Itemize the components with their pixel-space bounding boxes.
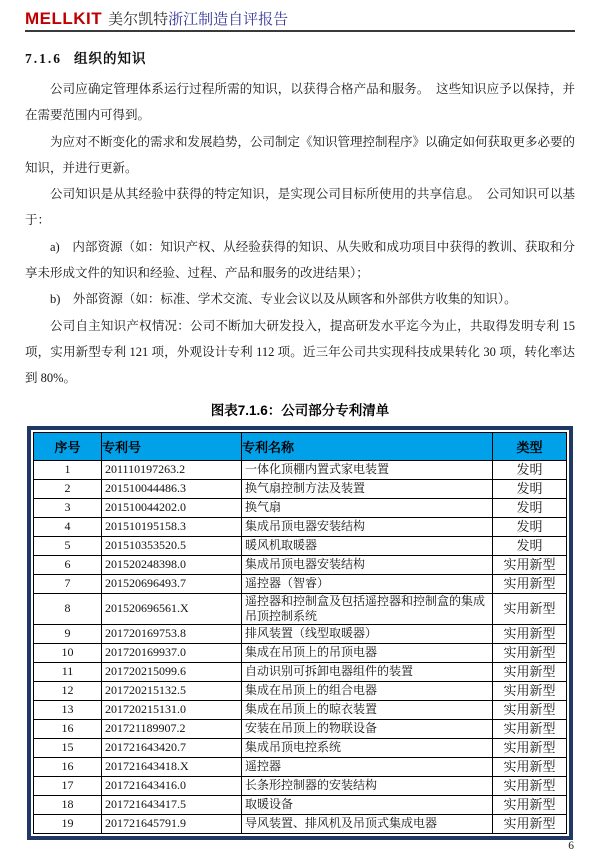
cell-index: 15 bbox=[34, 738, 102, 757]
cell-patent-name: 暖风机取暖器 bbox=[242, 536, 493, 555]
cell-patent-name: 换气扇控制方法及装置 bbox=[242, 479, 493, 498]
cell-patent-name: 集成在吊顶上的吊顶电器 bbox=[242, 643, 493, 662]
cell-index: 12 bbox=[34, 681, 102, 700]
table-row bbox=[34, 460, 567, 479]
cell-type: 发明 bbox=[493, 460, 567, 479]
table-row bbox=[34, 643, 567, 662]
table-row bbox=[34, 776, 567, 795]
cell-patent-name: 集成在吊顶上的晾衣装置 bbox=[242, 700, 493, 719]
cell-type: 实用新型 bbox=[493, 593, 567, 624]
cell-patent-name: 自动识别可拆卸电器组件的装置 bbox=[242, 662, 493, 681]
cell-patent-no: 201720215131.0 bbox=[102, 700, 242, 719]
cell-patent-no: 201721645791.9 bbox=[102, 814, 242, 833]
cell-patent-no: 201721643416.0 bbox=[102, 776, 242, 795]
cell-type: 实用新型 bbox=[493, 776, 567, 795]
list-item-external-resources: b) 外部资源（如：标准、学术交流、专业会议以及从顾客和外部供方收集的知识）。 bbox=[50, 292, 517, 307]
cell-patent-no: 201520248398.0 bbox=[102, 555, 242, 574]
cell-patent-name: 排风装置（线型取暖器） bbox=[242, 624, 493, 643]
cell-patent-no: 201721643418.X bbox=[102, 757, 242, 776]
cell-type: 实用新型 bbox=[493, 757, 567, 776]
cell-type: 实用新型 bbox=[493, 700, 567, 719]
cell-type: 实用新型 bbox=[493, 624, 567, 643]
cell-type: 实用新型 bbox=[493, 738, 567, 757]
cell-patent-name: 遥控器（智睿） bbox=[242, 574, 493, 593]
cell-patent-no: 201720215132.5 bbox=[102, 681, 242, 700]
table-row bbox=[34, 498, 567, 517]
cell-type: 实用新型 bbox=[493, 719, 567, 738]
paragraph-ip-status: 公司自主知识产权情况：公司不断加大研发投入，提高研发水平迄今为止，共取得发明专利 15 项，实用新型专利 121 项，外观设计专利 112 项。近三年公司共实现科技成果转化 30 项，转化率达到 80%。 bbox=[25, 318, 575, 386]
cell-patent-name: 导风装置、排风机及吊顶式集成电器 bbox=[242, 814, 493, 833]
table-row bbox=[34, 574, 567, 593]
paragraph-knowledge-requirement: 公司应确定管理体系运行过程所需的知识，以获得合格产品和服务。 这些知识应予以保持，并在需要范围内可得到。 bbox=[25, 82, 575, 123]
cell-patent-name: 换气扇 bbox=[242, 498, 493, 517]
cell-patent-name: 集成吊顶电器安装结构 bbox=[242, 517, 493, 536]
cell-patent-no: 201721643417.5 bbox=[102, 795, 242, 814]
patent-table-body bbox=[34, 460, 567, 833]
cell-type: 发明 bbox=[493, 498, 567, 517]
cell-index: 5 bbox=[34, 536, 102, 555]
cell-index: 18 bbox=[34, 795, 102, 814]
cell-patent-no: 201720169753.8 bbox=[102, 624, 242, 643]
page-header bbox=[25, 8, 575, 32]
cell-index: 4 bbox=[34, 517, 102, 536]
cell-index: 3 bbox=[34, 498, 102, 517]
cell-patent-no: 201720169937.0 bbox=[102, 643, 242, 662]
cell-index: 11 bbox=[34, 662, 102, 681]
cell-type: 发明 bbox=[493, 517, 567, 536]
patent-table-frame bbox=[27, 426, 573, 840]
table-row bbox=[34, 719, 567, 738]
cell-patent-name: 一体化顶棚内置式家电装置 bbox=[242, 460, 493, 479]
cell-index: 16 bbox=[34, 757, 102, 776]
cell-index: 1 bbox=[34, 460, 102, 479]
cell-patent-name: 取暖设备 bbox=[242, 795, 493, 814]
cell-index: 17 bbox=[34, 776, 102, 795]
section-title: 组织的知识 bbox=[74, 51, 147, 66]
table-row bbox=[34, 555, 567, 574]
cell-patent-no: 201520696561.X bbox=[102, 593, 242, 624]
table-row bbox=[34, 479, 567, 498]
table-row bbox=[34, 814, 567, 833]
table-row bbox=[34, 681, 567, 700]
cell-index: 10 bbox=[34, 643, 102, 662]
section-number: 7.1.6 bbox=[25, 51, 62, 66]
column-header-patent-name: 专利名称 bbox=[242, 432, 493, 460]
table-row bbox=[34, 795, 567, 814]
cell-patent-no: 201510044202.0 bbox=[102, 498, 242, 517]
cell-index: 6 bbox=[34, 555, 102, 574]
table-row bbox=[34, 757, 567, 776]
cell-index: 7 bbox=[34, 574, 102, 593]
column-header-index: 序号 bbox=[34, 432, 102, 460]
cell-patent-name: 集成吊顶电器安装结构 bbox=[242, 555, 493, 574]
cell-patent-no: 201721189907.2 bbox=[102, 719, 242, 738]
cell-patent-no: 201510353520.5 bbox=[102, 536, 242, 555]
cell-type: 实用新型 bbox=[493, 814, 567, 833]
table-caption: 图表7.1.6：公司部分专利清单 bbox=[210, 402, 390, 418]
cell-type: 实用新型 bbox=[493, 555, 567, 574]
cell-type: 实用新型 bbox=[493, 795, 567, 814]
patent-table bbox=[33, 432, 567, 834]
cell-index: 2 bbox=[34, 479, 102, 498]
column-header-patent-no: 专利号 bbox=[102, 432, 242, 460]
table-row bbox=[34, 517, 567, 536]
cell-patent-no: 201110197263.2 bbox=[102, 460, 242, 479]
cell-index: 16 bbox=[34, 719, 102, 738]
cell-patent-no: 201510044486.3 bbox=[102, 479, 242, 498]
page-number: 6 bbox=[568, 840, 574, 852]
cell-patent-name: 遥控器 bbox=[242, 757, 493, 776]
cell-patent-name: 集成在吊顶上的组合电器 bbox=[242, 681, 493, 700]
list-item-internal-resources: a) 内部资源（如：知识产权、从经验获得的知识、从失败和成功项目中获得的教训、获取和分享未形成文件的知识和经验、过程、产品和服务的改进结果）； bbox=[25, 239, 575, 281]
cell-index: 9 bbox=[34, 624, 102, 643]
section-heading bbox=[25, 47, 575, 67]
cell-patent-name: 遥控器和控制盒及包括遥控器和控制盒的集成吊顶控制系统 bbox=[242, 593, 493, 624]
table-row bbox=[34, 536, 567, 555]
table-row bbox=[34, 624, 567, 643]
cell-type: 实用新型 bbox=[493, 574, 567, 593]
paragraph-knowledge-procedure: 为应对不断变化的需求和发展趋势，公司制定《知识管理控制程序》以确定如何获取更多必要的知识，并进行更新。 bbox=[25, 134, 576, 175]
cell-patent-no: 201720215099.6 bbox=[102, 662, 242, 681]
brand-company-name: 美尔凯特 bbox=[108, 12, 169, 28]
cell-type: 实用新型 bbox=[493, 643, 567, 662]
cell-index: 19 bbox=[34, 814, 102, 833]
header-row bbox=[34, 432, 567, 460]
cell-type: 实用新型 bbox=[493, 681, 567, 700]
cell-patent-no: 201520696493.7 bbox=[102, 574, 242, 593]
cell-patent-no: 201510195158.3 bbox=[102, 517, 242, 536]
paragraph-knowledge-definition: 公司知识是从其经验中获得的特定知识，是实现公司目标所使用的共享信息。 公司知识可以基于： bbox=[25, 187, 575, 228]
column-header-type: 类型 bbox=[493, 432, 567, 460]
table-row bbox=[34, 700, 567, 719]
table-row bbox=[34, 738, 567, 757]
brand-logo: MELLKIT bbox=[25, 9, 103, 28]
cell-patent-name: 集成吊顶电控系统 bbox=[242, 738, 493, 757]
cell-type: 发明 bbox=[493, 536, 567, 555]
cell-index: 13 bbox=[34, 700, 102, 719]
cell-type: 发明 bbox=[493, 479, 567, 498]
patent-table-header bbox=[34, 432, 567, 460]
document-title: 浙江制造自评报告 bbox=[168, 12, 289, 28]
cell-type: 实用新型 bbox=[493, 662, 567, 681]
table-row bbox=[34, 593, 567, 624]
table-row bbox=[34, 662, 567, 681]
cell-index: 8 bbox=[34, 593, 102, 624]
cell-patent-no: 201721643420.7 bbox=[102, 738, 242, 757]
cell-patent-name: 长条形控制器的安装结构 bbox=[242, 776, 493, 795]
cell-patent-name: 安装在吊顶上的物联设备 bbox=[242, 719, 493, 738]
